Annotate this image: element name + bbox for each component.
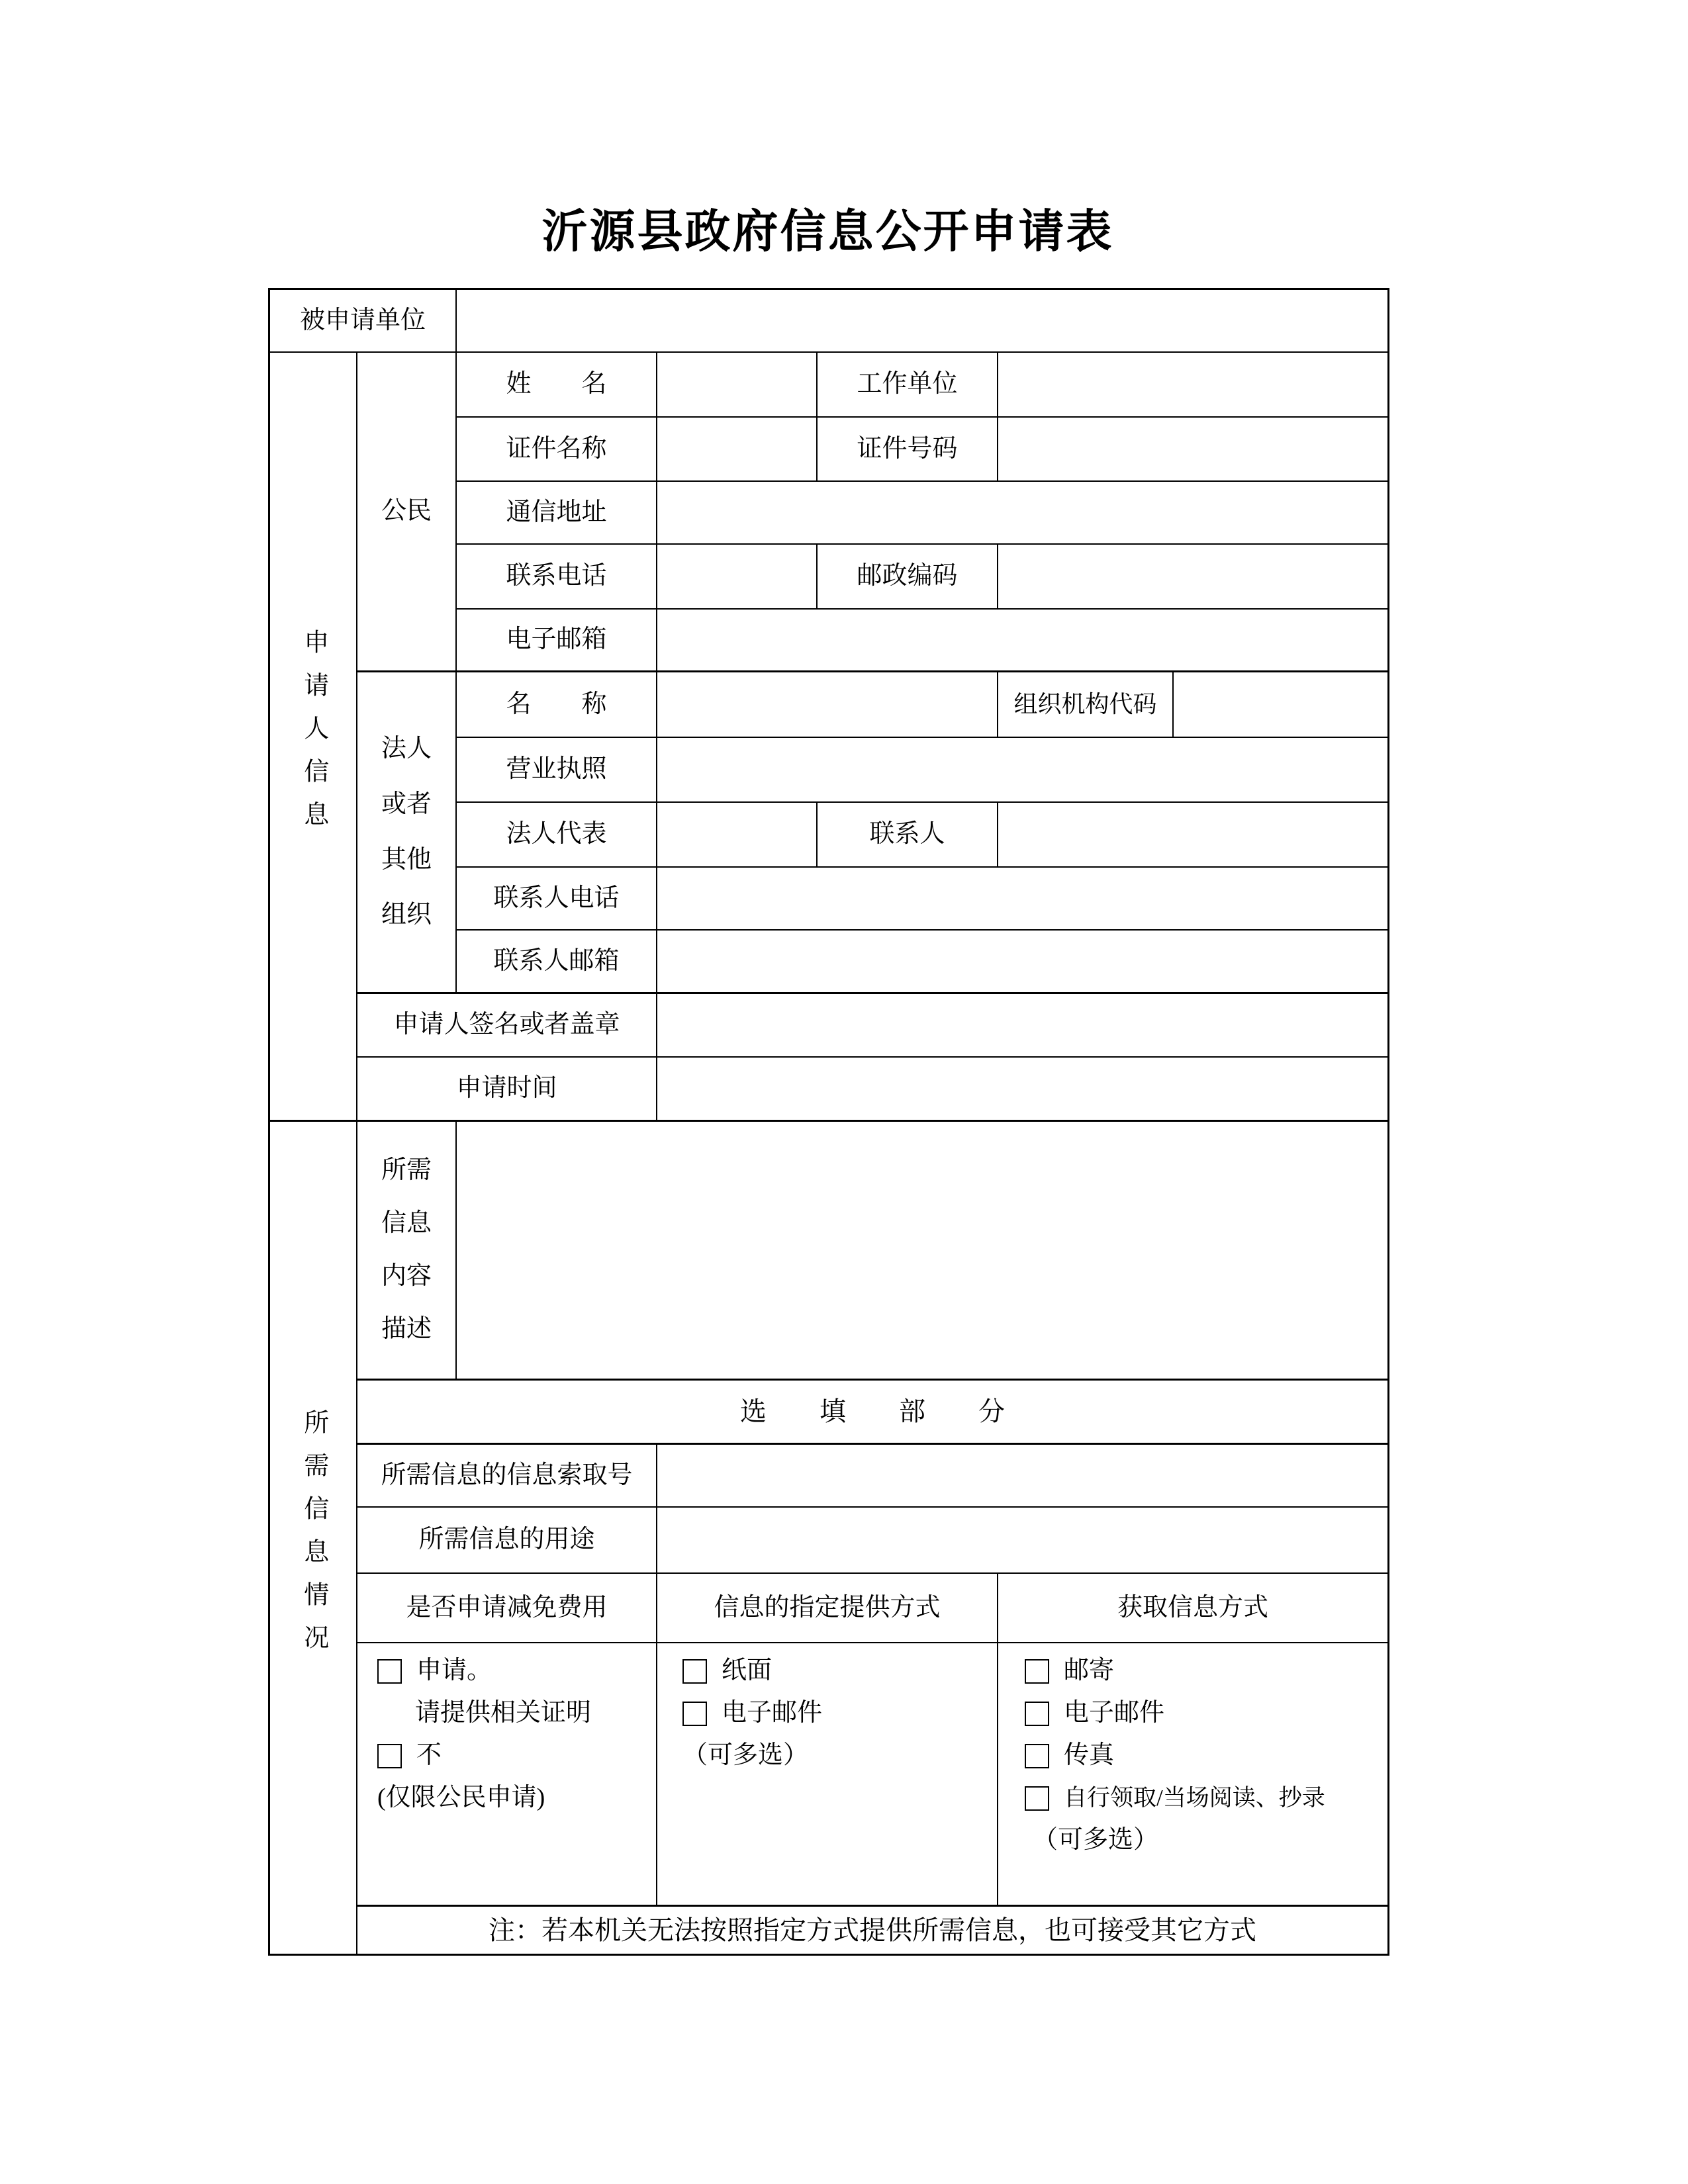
required-info-section-label	[270, 1122, 357, 1956]
email-input[interactable]	[657, 610, 1389, 672]
applicant-info-vertical-text: 申请人信息	[299, 629, 328, 844]
organization-group-text: 法人或者其他组织	[381, 735, 432, 929]
obtain-method-self-label: 自行领取/当场阅读、抄录	[1064, 1785, 1325, 1811]
form-note: 注：若本机关无法按照指定方式提供所需信息，也可接受其它方式	[357, 1907, 1389, 1956]
org-code-label: 组织机构代码	[998, 672, 1174, 738]
checkbox-no-icon[interactable]	[377, 1744, 402, 1768]
provide-method-paper-label: 纸面	[722, 1657, 773, 1685]
checkbox-provide-email-icon[interactable]	[682, 1702, 707, 1726]
name-input[interactable]	[657, 353, 818, 418]
apply-time-input[interactable]	[657, 1058, 1389, 1122]
fee-waiver-footnote: (仅限公民申请)	[377, 1784, 545, 1812]
name-label: 姓 名	[457, 353, 657, 418]
application-form-table	[268, 288, 1389, 1956]
cert-no-input[interactable]	[998, 418, 1389, 482]
index-no-input[interactable]	[657, 1445, 1389, 1508]
signature-label: 申请人签名或者盖章	[357, 994, 657, 1058]
license-label: 营业执照	[457, 738, 657, 803]
provide-method-email-label: 电子邮件	[722, 1699, 823, 1727]
checkbox-self-pickup-icon[interactable]	[1025, 1786, 1049, 1811]
address-input[interactable]	[657, 482, 1389, 545]
email-label: 电子邮箱	[457, 610, 657, 672]
fee-waiver-header: 是否申请减免费用	[357, 1574, 657, 1643]
phone-label: 联系电话	[457, 545, 657, 610]
obtain-method-fax-label: 传真	[1064, 1741, 1115, 1770]
content-desc-input[interactable]	[457, 1122, 1389, 1381]
contact-phone-label: 联系人电话	[457, 868, 657, 931]
fee-waiver-apply-label: 申请。	[416, 1657, 492, 1685]
checkbox-paper-icon[interactable]	[682, 1659, 707, 1684]
obtain-method-option-email[interactable]	[1025, 1692, 1164, 1735]
obtain-method-option-self[interactable]	[1025, 1777, 1325, 1819]
obtain-method-mail-label: 邮寄	[1064, 1657, 1115, 1685]
license-input[interactable]	[657, 738, 1389, 803]
cert-name-input[interactable]	[657, 418, 818, 482]
contact-label: 联系人	[818, 803, 998, 868]
contact-phone-input[interactable]	[657, 868, 1389, 931]
usage-label: 所需信息的用途	[357, 1508, 657, 1574]
postcode-input[interactable]	[998, 545, 1389, 610]
citizen-group-label: 公民	[357, 353, 457, 672]
work-unit-label: 工作单位	[818, 353, 998, 418]
obtain-method-email-label: 电子邮件	[1064, 1699, 1165, 1727]
signature-input[interactable]	[657, 994, 1389, 1058]
legal-rep-label: 法人代表	[457, 803, 657, 868]
checkbox-mail-icon[interactable]	[1025, 1659, 1049, 1684]
provide-method-header: 信息的指定提供方式	[657, 1574, 998, 1643]
organization-group-label	[357, 672, 457, 994]
cert-no-label: 证件号码	[818, 418, 998, 482]
fee-waiver-option-apply[interactable]	[377, 1650, 492, 1692]
obtain-method-option-fax[interactable]	[1025, 1735, 1114, 1777]
provide-method-option-paper[interactable]	[682, 1650, 772, 1692]
contact-email-label: 联系人邮箱	[457, 931, 657, 994]
required-info-vertical-text: 所需信息情况	[299, 1408, 328, 1667]
postcode-label: 邮政编码	[818, 545, 998, 610]
contact-input[interactable]	[998, 803, 1389, 868]
checkbox-fax-icon[interactable]	[1025, 1744, 1049, 1768]
optional-section-header: 选填部分	[357, 1381, 1389, 1445]
applied-unit-label: 被申请单位	[270, 290, 457, 353]
applied-unit-input[interactable]	[457, 290, 1389, 353]
fee-waiver-options-cell	[357, 1643, 657, 1907]
applicant-info-section-label	[270, 353, 357, 1122]
address-label: 通信地址	[457, 482, 657, 545]
usage-input[interactable]	[657, 1508, 1389, 1574]
content-desc-label	[357, 1122, 457, 1381]
org-name-input[interactable]	[657, 672, 998, 738]
org-name-label: 名 称	[457, 672, 657, 738]
obtain-method-footnote: （可多选）	[1033, 1826, 1159, 1854]
fee-waiver-apply-note: 请提供相关证明	[415, 1699, 592, 1727]
apply-time-label: 申请时间	[357, 1058, 657, 1122]
phone-input[interactable]	[657, 545, 818, 610]
checkbox-obtain-email-icon[interactable]	[1025, 1702, 1049, 1726]
obtain-method-options-cell	[998, 1643, 1389, 1907]
fee-waiver-no-label: 不	[416, 1741, 442, 1770]
org-code-input[interactable]	[1174, 672, 1389, 738]
provide-method-footnote: （可多选）	[682, 1741, 809, 1770]
cert-name-label: 证件名称	[457, 418, 657, 482]
page-title: 沂源县政府信息公开申请表	[541, 206, 1114, 257]
content-desc-text: 所需信息内容描述	[381, 1156, 432, 1343]
obtain-method-option-mail[interactable]	[1025, 1650, 1114, 1692]
legal-rep-input[interactable]	[657, 803, 818, 868]
work-unit-input[interactable]	[998, 353, 1389, 418]
index-no-label: 所需信息的信息索取号	[357, 1445, 657, 1508]
contact-email-input[interactable]	[657, 931, 1389, 994]
obtain-method-header: 获取信息方式	[998, 1574, 1389, 1643]
provide-method-option-email[interactable]	[682, 1692, 822, 1735]
provide-method-options-cell	[657, 1643, 998, 1907]
fee-waiver-option-no[interactable]	[377, 1735, 442, 1777]
checkbox-apply-icon[interactable]	[377, 1659, 402, 1684]
